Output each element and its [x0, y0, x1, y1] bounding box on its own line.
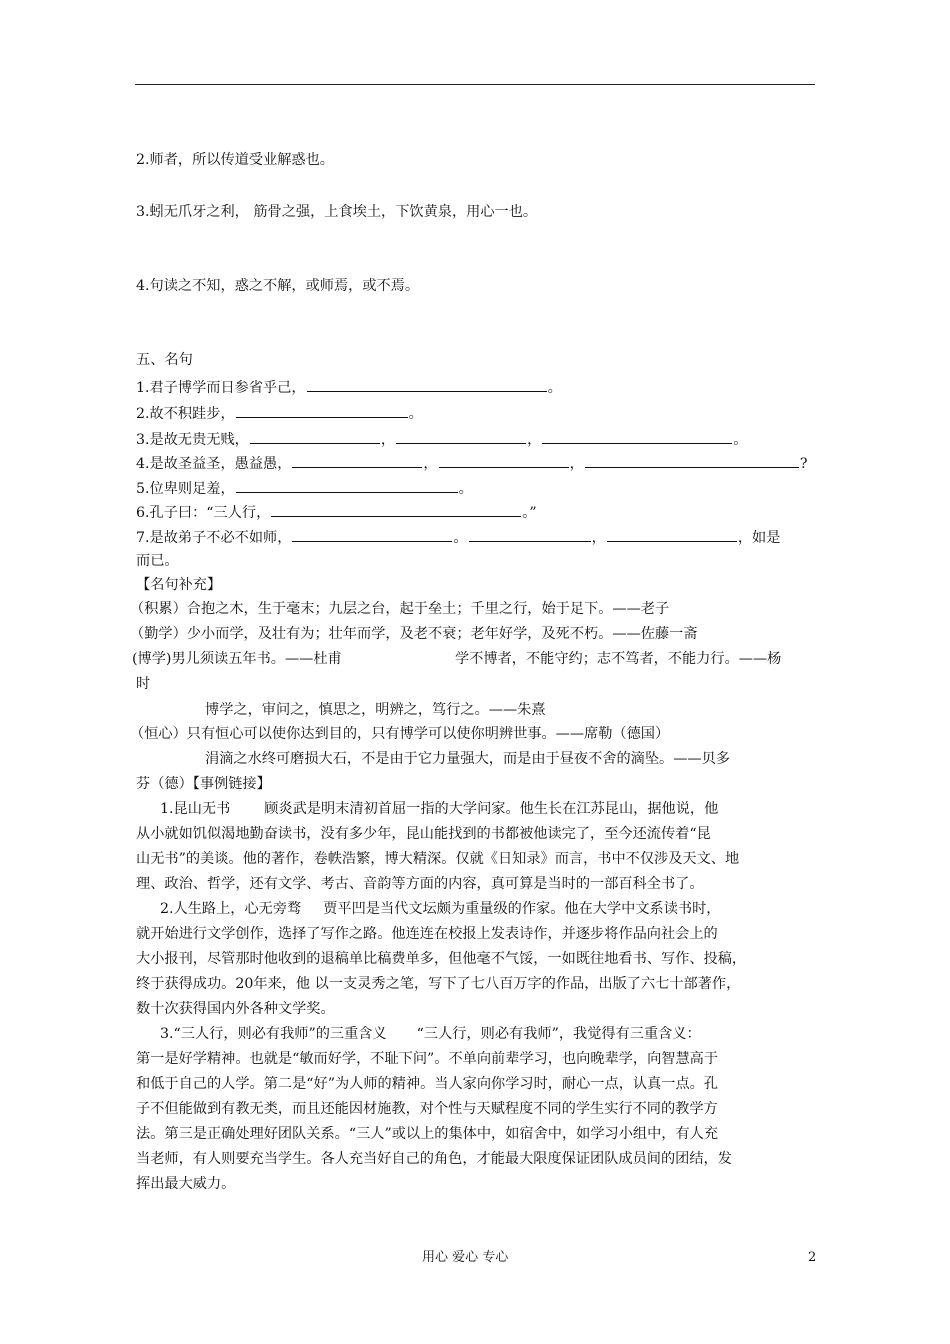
case-1-text: 理、政治、哲学，还有文学、考古、音韵等方面的内容，真可算是当时的一部百科全书了。	[136, 876, 704, 892]
case-2-title-line: 2.人生路上，心无旁骛 贾平凹是当代文坛颇为重量级的作家。他在大学中文系读书时，	[160, 901, 721, 917]
quotes-heading: 【名句补充】	[136, 577, 222, 593]
translation-item-3: 3.蚓无爪牙之利， 筋骨之强，上食埃土，下饮黄泉，用心一也。	[136, 204, 538, 220]
fill-in-item-1: 1.君子博学而日参省乎己， 。	[136, 377, 562, 398]
cases-heading: 【事例链接】	[192, 776, 271, 792]
translation-item-4: 4.句读之不知，惑之不解，或师焉，或不焉。	[136, 278, 420, 294]
header-rule	[135, 84, 815, 85]
fill-in-item-3: 3.是故无贵无贱， ， ， 。	[136, 429, 747, 450]
quote-zhu-xi: 博学之，审问之，慎思之，明辨之，笃行之。——朱熹	[205, 702, 546, 718]
case-3-text: 子不但能做到有教无类，而且还能因材施教，对个性与天赋程度不同的学生实行不同的教学方	[136, 1101, 718, 1117]
quote-erudition-1: (博学)男儿须读五年书。——杜甫	[132, 651, 342, 667]
case-1-text: 从小就如饥似渴地勤奋读书，没有多少年，昆山能找到的书都被他读完了，至今还流传着“昆	[136, 826, 711, 842]
case-3-text: 和低于自己的人学。第二是“好”为人师的精神。当人家向你学习时，耐心一点，认真一点。孔	[136, 1076, 719, 1092]
quote-perseverance: （恒心）只有恒心可以使你达到目的，只有博学可以使你明辨世事。——席勒（德国）	[130, 726, 670, 742]
case-2-text: 数十次获得国内外各种文学奖。	[136, 1001, 335, 1017]
quote-diligence: （勤学）少小而学，及壮有为；壮年而学，及老不衰；老年好学，及死不朽。——佐藤一斋	[130, 626, 698, 642]
case-3-title-line: 3.“三人行，则必有我师”的三重含义 “三人行，则必有我师”，我觉得有三重含义：	[160, 1026, 701, 1042]
page-number: 2	[808, 1250, 817, 1265]
quote-beethoven-continued: 芬（德）【事例链接】	[136, 776, 271, 792]
fill-in-item-6: 6.孔子曰：“三人行， 。”	[136, 502, 537, 523]
fill-in-item-7-continued: 而已。	[136, 553, 179, 569]
case-2-text: 就开始进行文学创作，选择了写作之路。他连连在校报上发表诗作，并逐步将作品向社会上的	[136, 926, 718, 942]
quote-beethoven: 涓滴之水终可磨损大石，不是由于它力量强大，而是由于昼夜不舍的滴坠。——贝多	[205, 751, 730, 767]
quote-erudition-2: 学不博者，不能守约；志不笃者，不能力行。——杨	[455, 651, 782, 667]
case-3-title: 3.“三人行，则必有我师”的三重含义	[160, 1026, 387, 1042]
fill-in-item-4: 4.是故圣益圣，愚益愚， ， ， ?	[136, 453, 807, 474]
quote-accumulate: （积累）合抱之木，生于毫末；九层之台，起于垒土；千里之行，始于足下。——老子	[130, 601, 670, 617]
case-1-title-line: 1.昆山无书 顾炎武是明末清初首屈一指的大学问家。他生长在江苏昆山，据他说，他	[160, 801, 719, 817]
fill-in-item-7: 7.是故弟子不必不如师， 。 ， ，如是	[136, 527, 780, 548]
case-3-text: 法。第三是正确处理好团队关系。“三人”或以上的集体中，如宿舍中，如学习小组中，有人充	[136, 1126, 719, 1142]
footer-motto: 用心 爱心 专心	[422, 1250, 509, 1265]
case-3-text: 第一是好学精神。也就是“敏而好学，不耻下问”。不单向前辈学习，也向晚辈学，向智慧高于	[136, 1051, 719, 1067]
case-1-text: 山无书”的美谈。他的著作，卷帙浩繁，博大精深。仅就《日知录》而言，书中不仅涉及天文、地	[136, 851, 740, 867]
quote-erudition-2-continued: 时	[136, 676, 151, 692]
case-2-title: 2.人生路上，心无旁骛	[160, 901, 302, 917]
case-3-text: 当老师，有人则要充当学生。各人充当好自己的角色，才能最大限度保证团队成员间的团结，发	[136, 1151, 732, 1167]
fill-in-item-5: 5.位卑则足羞， 。	[136, 478, 473, 499]
case-2-text: 终于获得成功。20年来，他 以一支灵秀之笔，写下了七八百万字的作品，出版了六七十部著作，	[136, 976, 741, 992]
case-1-title: 1.昆山无书	[160, 801, 231, 817]
case-2-text: 大小报刊，尽管那时他收到的退稿单比稿费单多，但他毫不气馁，一如既往地看书、写作、投稿，	[136, 951, 747, 967]
case-3-text: 挥出最大威力。	[136, 1176, 236, 1192]
section-heading: 五、名句	[136, 352, 193, 368]
translation-item-2: 2.师者，所以传道受业解惑也。	[136, 152, 334, 168]
fill-in-item-2: 2.故不积跬步， 。	[136, 403, 423, 424]
